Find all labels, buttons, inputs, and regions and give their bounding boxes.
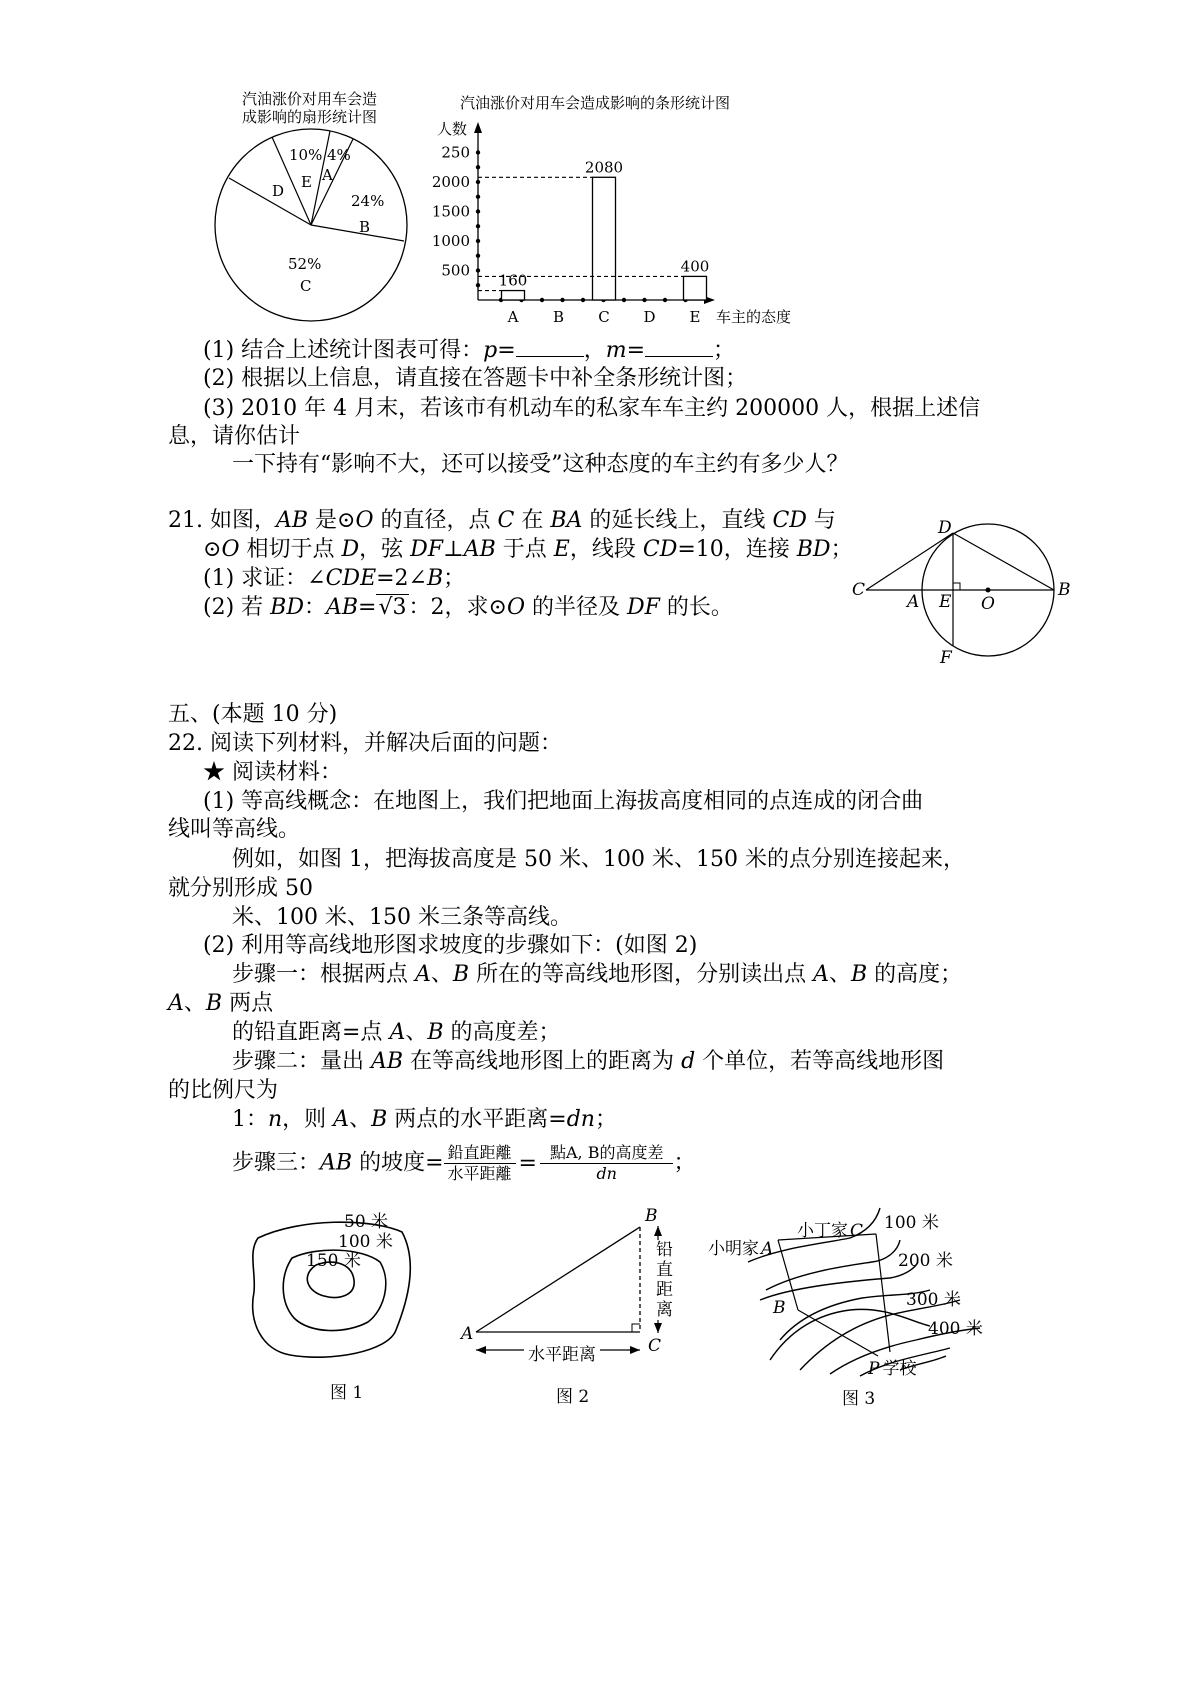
text-part: d <box>681 1049 696 1074</box>
figure3-label-p: P <box>868 1359 880 1379</box>
text-part: 与 <box>806 508 836 533</box>
figure3-xiaoding: 小丁家 <box>797 1221 848 1241</box>
text-part: 1： <box>232 1107 268 1132</box>
figure2-label-a: A <box>461 1324 474 1344</box>
text-part: 步骤三： <box>232 1150 321 1176</box>
text-part: D <box>341 537 360 562</box>
text-part: ； <box>443 566 466 591</box>
text-part: 、 <box>405 1020 428 1045</box>
frac-equal: = <box>518 1150 537 1176</box>
text-part: (1) 求证：∠ <box>203 566 326 591</box>
bar-chart-title: 汽油涨价对用车会造成影响的条形统计图 <box>460 94 731 112</box>
text-part: B <box>205 991 223 1016</box>
section5-heading: 五、(本题 10 分) <box>168 702 338 727</box>
bar-chart-ylabel: 人数 <box>437 120 468 138</box>
step3-end: ； <box>673 1150 696 1176</box>
material-p1-line3: 例如，如图 1，把海拔高度是 50 米、100 米、150 米的点分别连接起来， <box>232 847 965 872</box>
figure1-label-50: 50 米 <box>344 1212 389 1232</box>
frac1-denominator: 水平距離 <box>447 1164 512 1183</box>
text-part: =10，连接 <box>677 537 797 562</box>
text-part: BA <box>550 508 583 533</box>
text-part: B <box>452 962 470 987</box>
text-part: 、 <box>183 991 206 1016</box>
text-part: BD <box>796 537 831 562</box>
q21-fig-label-b: B <box>1058 580 1071 600</box>
text-part: O <box>506 595 525 620</box>
q20-m-var: m <box>605 338 627 363</box>
pie-label-e: E <box>301 173 312 191</box>
figure2-caption: 图 2 <box>556 1387 590 1407</box>
figure3-caption: 图 3 <box>842 1389 876 1409</box>
y-tick-label: 500 <box>441 261 470 280</box>
text-part: 相切于点 <box>239 537 342 562</box>
q20-eq1: = <box>497 338 516 363</box>
text-part: (2) 若 <box>203 595 271 620</box>
text-part: O <box>355 508 374 533</box>
q20-part3-line1: (3) 2010 年 4 月末，若该市有机动车的私家车车主约 200000 人，根据上述信 <box>203 396 981 421</box>
x-tick-label: D <box>643 308 656 326</box>
material-p1-line4: 就分别形成 50 <box>168 876 313 901</box>
frac1-numerator: 鉛直距離 <box>444 1143 516 1164</box>
pie-label-b-percent: 24% <box>351 192 385 210</box>
q21-fig-label-e: E <box>939 592 952 612</box>
text-part: A <box>813 962 829 987</box>
q20-end: ； <box>713 338 736 363</box>
pie-label-a: A <box>322 166 333 184</box>
pie-title-line2: 成影响的扇形统计图 <box>242 108 378 126</box>
text-part: CDE <box>325 566 377 591</box>
pie-label-b: B <box>359 218 371 236</box>
text-part: 21. 如图， <box>168 508 276 533</box>
bar-data-label: 400 <box>680 257 710 276</box>
text-part: 在等高线地形图上的距离为 <box>403 1049 682 1074</box>
figure3-school: 学校 <box>882 1359 917 1379</box>
text-part: ：2，求⊙ <box>408 595 507 620</box>
q21-fig-label-o: O <box>981 594 995 614</box>
text-part: 个单位，若等高线地形图 <box>695 1049 945 1074</box>
text-part: 的坡度= <box>352 1150 444 1176</box>
figure2-label-c: C <box>648 1336 662 1356</box>
q20-part2: (2) 根据以上信息，请直接在答题卡中补全条形统计图； <box>203 366 748 391</box>
figure3-label-c: C <box>850 1221 864 1241</box>
bar-data-label: 2080 <box>584 158 624 177</box>
text-part: ⊙ <box>203 537 222 562</box>
text-part: =2∠ <box>376 566 427 591</box>
x-tick-label: E <box>689 308 701 326</box>
material-p1-line2: 线叫等高线。 <box>168 817 301 842</box>
text-part: 、 <box>828 962 851 987</box>
text-part: A <box>415 962 431 987</box>
text-part: A <box>333 1107 350 1132</box>
text-part: 的长。 <box>659 595 733 620</box>
text-part: DF <box>410 537 444 562</box>
material-title: ★ 阅读材料： <box>203 760 342 785</box>
x-tick-label: B <box>552 308 565 326</box>
x-tick-label: A <box>507 308 519 326</box>
text-part: AB <box>275 508 309 533</box>
text-part: DF <box>626 595 660 620</box>
text-part: C <box>497 508 515 533</box>
material-p1-line1: (1) 等高线概念：在地图上，我们把地面上海拔高度相同的点连成的闭合曲 <box>203 789 924 814</box>
text-part: ： <box>303 595 326 620</box>
pie-label-a-percent: 4% <box>327 146 351 164</box>
step2-line2: 的比例尺为 <box>168 1078 279 1103</box>
text-part: ； <box>830 537 853 562</box>
material-p1-line5: 米、100 米、150 米三条等高线。 <box>232 905 572 930</box>
text-part: ，则 <box>282 1107 334 1132</box>
figure1-label-100: 100 米 <box>338 1232 393 1252</box>
pie-title-line1: 汽油涨价对用车会造 <box>242 90 378 108</box>
text-part: 所在的等高线地形图，分别读出点 <box>469 962 814 987</box>
q20-sep: ， <box>583 338 606 363</box>
text-part: 于点 <box>495 537 554 562</box>
figure3-label-b: B <box>773 1298 786 1318</box>
q21-fig-label-f: F <box>940 648 952 668</box>
x-tick-label: C <box>598 308 610 326</box>
frac2-denominator: dn <box>596 1164 617 1183</box>
text-part: ⊥ <box>443 537 464 562</box>
y-tick-label: 1000 <box>431 232 470 250</box>
text-part: AB <box>371 1049 404 1074</box>
figure3-label-a: A <box>761 1239 774 1259</box>
figure3-label-100: 100 米 <box>884 1213 939 1233</box>
q21-fig-label-a: A <box>907 592 920 612</box>
text-part: B <box>371 1107 388 1132</box>
frac2-numerator: 點A, B的高度差 <box>540 1143 674 1164</box>
figure2-horizontal-label: 水平距离 <box>524 1340 600 1365</box>
text-part: B <box>427 566 444 591</box>
q22-intro: 22. 阅读下列材料，并解决后面的问题： <box>168 731 562 756</box>
pie-label-c-percent: 52% <box>288 255 322 273</box>
q20-part3-line3: 一下持有“影响不大，还可以接受”这种态度的车主约有多少人？ <box>232 452 849 477</box>
pie-label-c: C <box>300 277 312 295</box>
bar-chart-xlabel: 车主的态度 <box>716 308 792 326</box>
figure1-label-150: 150 米 <box>306 1251 361 1271</box>
text-part: AB <box>463 537 496 562</box>
text-part: A <box>168 991 184 1016</box>
figure3-label-300: 300 米 <box>906 1290 961 1310</box>
text-part: = <box>358 595 377 620</box>
text-part: 两点的水平距离= <box>387 1107 567 1132</box>
text-part: 的高度差； <box>443 1020 561 1045</box>
text-part: 的高度； <box>867 962 963 987</box>
pie-label-e-percent: 10% <box>289 146 323 164</box>
text-part: 的延长线上，直线 <box>582 508 773 533</box>
text-part: 两点 <box>222 991 274 1016</box>
pie-label-d: D <box>272 182 285 200</box>
figure2-label-b: B <box>645 1206 658 1226</box>
text-part: CD <box>642 537 678 562</box>
q20-part3-line2: 息，请你估计 <box>168 424 301 449</box>
figure1-caption: 图 1 <box>330 1383 364 1403</box>
q21-fig-label-c: C <box>852 580 866 600</box>
y-tick-label: 1500 <box>431 202 470 221</box>
text-part: B <box>427 1020 444 1045</box>
material-p2-line1: (2) 利用等高线地形图求坡度的步骤如下：(如图 2) <box>203 933 698 958</box>
figure3-label-400: 400 米 <box>928 1319 983 1339</box>
figure2-vertical-label: 铅直距离 <box>656 1240 673 1320</box>
text-part: 在 <box>514 508 551 533</box>
text-part: n <box>268 1107 283 1132</box>
y-tick-label: 250 <box>441 143 470 162</box>
figure3-xiaoming: 小明家 <box>708 1239 759 1259</box>
text-part: A <box>389 1020 406 1045</box>
text-part: ，线段 <box>569 537 643 562</box>
text-part: 、 <box>349 1107 372 1132</box>
text-part: O <box>221 537 240 562</box>
text-part: ； <box>594 1107 617 1132</box>
text-part: AB <box>325 595 359 620</box>
bar-data-label: 160 <box>498 271 528 290</box>
text-part: 步骤一：根据两点 <box>232 962 415 987</box>
text-part: 是⊙ <box>308 508 356 533</box>
text-part: 步骤二：量出 <box>232 1049 371 1074</box>
y-tick-label: 2000 <box>431 173 470 191</box>
text-part: AB <box>320 1150 353 1176</box>
figure3-school-label <box>868 1354 916 1379</box>
figure3-label-200: 200 米 <box>898 1251 953 1271</box>
text-part: B <box>850 962 868 987</box>
q20-eq2: = <box>626 338 646 363</box>
text-part: E <box>553 537 570 562</box>
q21-fig-label-d: D <box>938 518 952 538</box>
text-part: BD <box>270 595 304 620</box>
text-part: 的铅直距离=点 <box>232 1020 390 1045</box>
text-part: 、 <box>430 962 453 987</box>
text-part: ，弦 <box>359 537 411 562</box>
q20-p-var: p <box>483 338 498 363</box>
figure3-xiaoming-label <box>708 1234 773 1259</box>
q20-part1-prefix: (1) 结合上述统计图表可得： <box>203 338 484 363</box>
text-part: CD <box>772 508 807 533</box>
text-part: √3 <box>378 595 407 620</box>
figure3-xiaoding-label <box>797 1216 863 1241</box>
text-part: dn <box>566 1107 595 1132</box>
text-part: 的半径及 <box>524 595 627 620</box>
text-part: 的直径，点 <box>373 508 498 533</box>
